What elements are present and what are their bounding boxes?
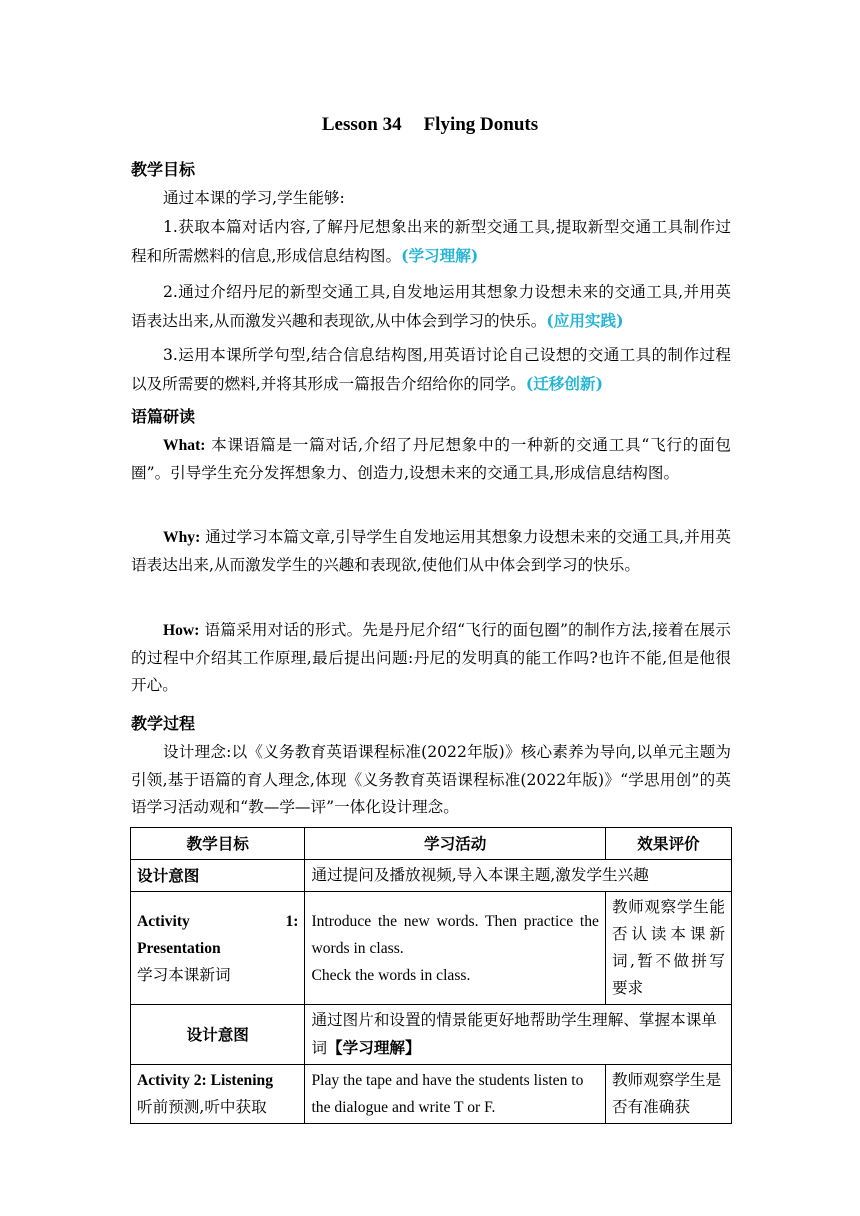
activity-1-cn: 学习本课新词: [137, 965, 231, 984]
activity-1-name: Presentation: [137, 939, 221, 957]
activity-1-line-1: Introduce the new words. Then practice the words in class.: [311, 912, 599, 957]
what-label: What:: [163, 437, 206, 454]
lesson-name: Flying Donuts: [423, 114, 539, 135]
table-row: [131, 860, 732, 892]
lesson-plan-table: [130, 827, 732, 1124]
analysis-why: Why: 通过学习本篇文章,引导学生自发地运用其想象力设想未来的交通工具,并用英语表达出来,从而激发学生的兴趣和表现欲,使他们从中体会到学习的快乐。: [131, 528, 731, 574]
lesson-number: Lesson 34: [321, 114, 402, 135]
goal-tag-1: (学习理解): [401, 245, 479, 265]
process-heading: 教学过程: [131, 714, 196, 733]
goals-intro: 通过本课的学习,学生能够:: [163, 189, 345, 207]
activity-2-name: Activity 2: Listening: [137, 1072, 274, 1089]
header-activity: 学习活动: [305, 828, 606, 860]
activity-1-word: Activity: [137, 912, 190, 930]
activity-1-evaluation: 教师观察学生能否认读本课新词,暂不做拼写要求: [605, 892, 731, 1005]
goal-item-2: 2.通过介绍丹尼的新型交通工具,自发地运用其想象力设想未来的交通工具,并用英语表达出来,从而激发兴趣和表现欲,从中体会到学习的快乐。(应用实践): [131, 283, 731, 330]
how-label: How:: [163, 622, 200, 639]
activity-2-cn: 听前预测,听中获取: [137, 1098, 267, 1116]
process-concept: 设计理念:以《义务教育英语课程标准(2022年版)》核心素养为导向,以单元主题为引领,基于语篇的育人理念,体现《义务教育英语课程标准(2022年版)》“学思用创”的英语学习活动观和“教—学—评”一体化设计理念。: [131, 743, 731, 816]
analysis-what: What: 本课语篇是一篇对话,介绍了丹尼想象中的一种新的交通工具“飞行的面包圈”。引导学生充分发挥想象力、创造力,设想未来的交通工具,形成信息结构图。: [131, 436, 731, 482]
design-intent-text-2: 通过图片和设置的情景能更好地帮助学生理解、掌握本课单词【学习理解】: [305, 1005, 732, 1065]
table-row: [131, 1065, 732, 1124]
table-row: [131, 892, 732, 1005]
goal-tag-2: (应用实践): [546, 310, 624, 330]
analysis-how: How: 语篇采用对话的形式。先是丹尼介绍“飞行的面包圈”的制作方法,接着在展示的过程中介绍其工作原理,最后提出问题:丹尼的发明真的能工作吗?也许不能,但是他很开心。: [131, 621, 731, 694]
activity-2-cell: [131, 1065, 305, 1124]
analysis-heading: 语篇研读: [131, 407, 196, 426]
why-label: Why:: [163, 529, 201, 546]
goal-item-1: 1.获取本篇对话内容,了解丹尼想象出来的新型交通工具,提取新型交通工具制作过程和所需燃料的信息,形成信息结构图。(学习理解): [131, 218, 731, 265]
table-header-row: [131, 828, 732, 860]
header-goal: 教学目标: [131, 828, 305, 860]
goal-item-3: 3.运用本课所学句型,结合信息结构图,用英语讨论自己设想的交通工具的制作过程以及所需要的燃料,并将其形成一篇报告介绍给你的同学。(迁移创新): [131, 346, 731, 393]
design-intent-tag: 【学习理解】: [327, 1038, 421, 1057]
goal-tag-3: (迁移创新): [525, 373, 603, 393]
goals-heading: 教学目标: [131, 160, 196, 179]
table-row: [131, 1005, 732, 1065]
activity-1-content: [305, 892, 606, 1005]
design-intent-label: 设计意图: [131, 860, 305, 892]
activity-1-number: 1:: [285, 912, 299, 930]
activity-2-evaluation: 教师观察学生是否有准确获: [605, 1065, 731, 1124]
lesson-title: [0, 114, 860, 136]
design-intent-text: 通过提问及播放视频,导入本课主题,激发学生兴趣: [305, 860, 732, 892]
activity-1-cell: [131, 892, 305, 1005]
header-evaluation: 效果评价: [605, 828, 731, 860]
activity-1-line-2: Check the words in class.: [311, 966, 471, 984]
activity-2-content: Play the tape and have the students listen to the dialogue and write T or F.: [305, 1065, 606, 1124]
design-intent-label-2: 设计意图: [131, 1005, 305, 1065]
